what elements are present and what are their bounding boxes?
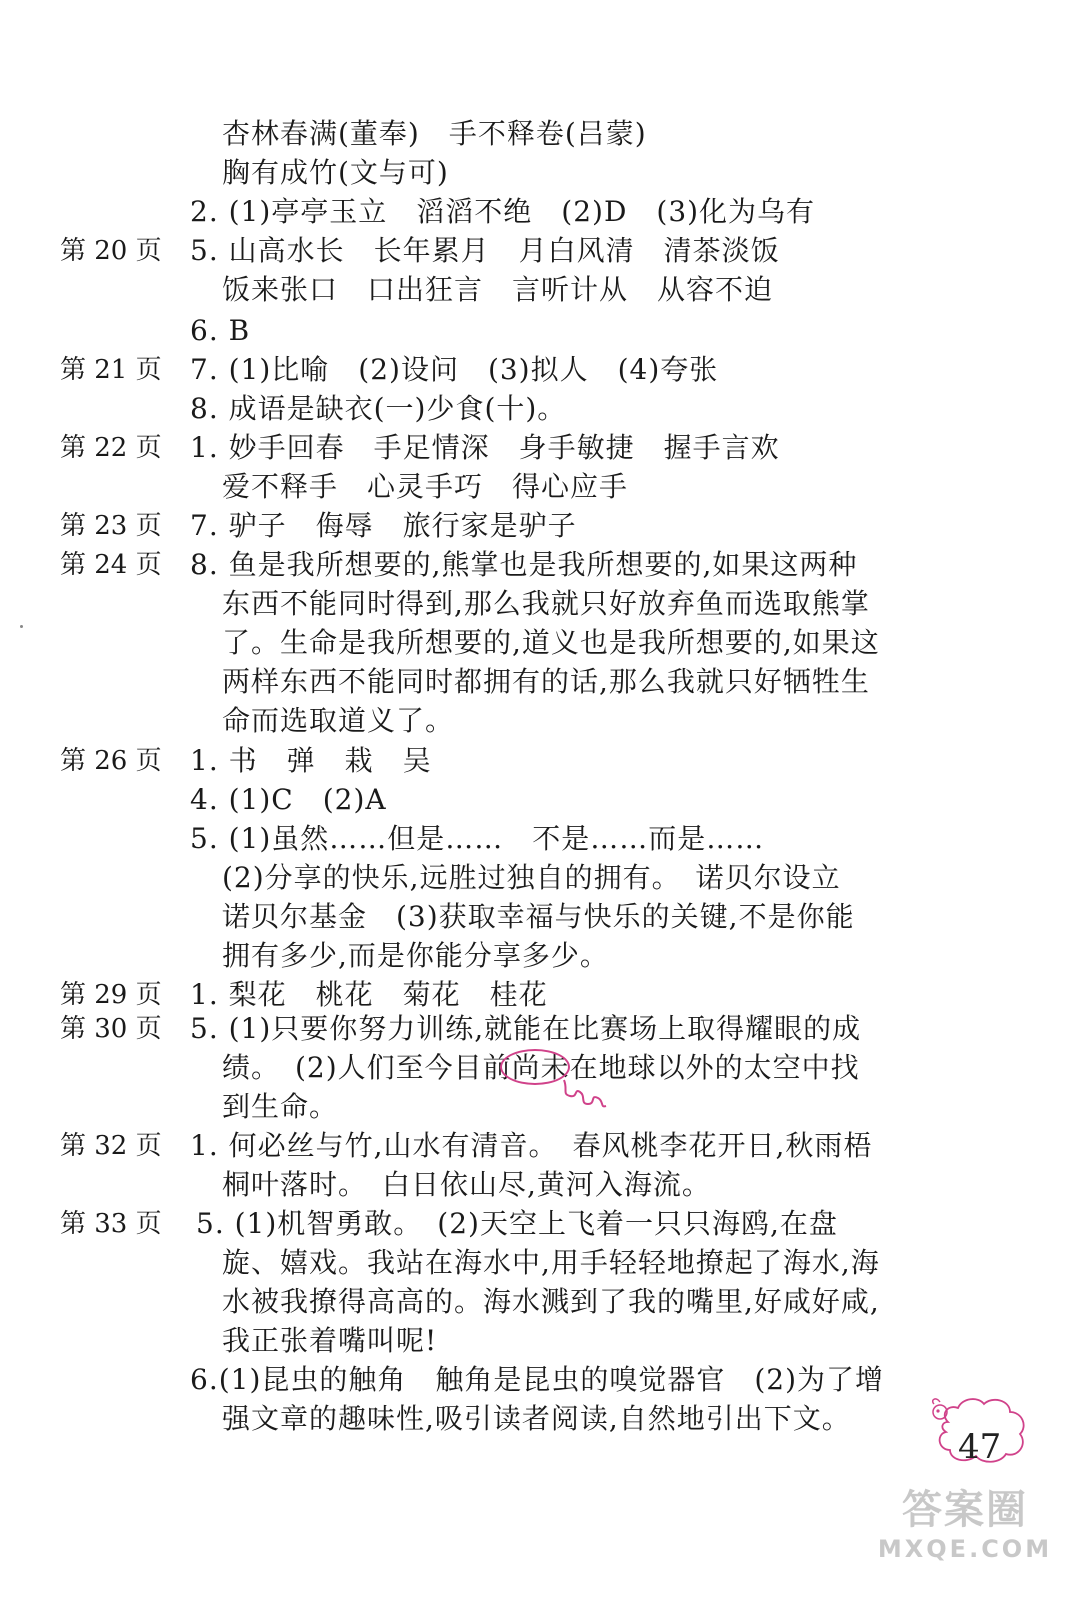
answer-line: 5. 山高水长 长年累月 月白风清 清茶淡饭	[190, 234, 780, 267]
answer-line: 旋、嬉戏。我站在海水中,用手轻轻地撩起了海水,海	[222, 1246, 880, 1279]
answer-line: 7. 驴子 侮辱 旅行家是驴子	[190, 509, 577, 542]
page-ref-label: 第 26 页	[60, 746, 162, 776]
page-ref-label: 第 21 页	[60, 355, 162, 385]
answer-line: 5. (1)只要你努力训练,就能在比赛场上取得耀眼的成	[190, 1012, 862, 1045]
answer-line: 6. B	[190, 314, 251, 347]
answer-line: 绩。 (2)人们至今目前尚未在地球以外的太空中找	[222, 1051, 860, 1084]
answer-line: 2. (1)亭亭玉立 滔滔不绝 (2)D (3)化为乌有	[190, 195, 816, 228]
answer-line: 4. (1)C (2)A	[190, 783, 387, 816]
page-ref-label: 第 33 页	[60, 1209, 162, 1239]
answer-line: 诺贝尔基金 (3)获取幸福与快乐的关键,不是你能	[222, 900, 855, 933]
page-ref-label: 第 20 页	[60, 236, 162, 266]
answer-line: 两样东西不能同时都拥有的话,那么我就只好牺牲生	[222, 665, 870, 698]
page-number: 47	[958, 1427, 1002, 1467]
watermark-sub-text: MXQE.COM	[877, 1535, 1053, 1563]
answer-line: 到生命。	[222, 1090, 339, 1123]
answer-line: 1. 梨花 桃花 菊花 桂花	[190, 978, 548, 1011]
page-ref-label: 第 30 页	[60, 1014, 162, 1044]
answer-line: 东西不能同时得到,那么我就只好放弃鱼而选取熊掌	[222, 587, 870, 620]
answer-line: 桐叶落时。 白日依山尽,黄河入海流。	[222, 1168, 711, 1201]
page-ref-label: 第 22 页	[60, 433, 162, 463]
page-ref-label: 第 29 页	[60, 980, 162, 1010]
answer-line: 胸有成竹(文与可)	[222, 156, 449, 189]
answer-line: 5. (1)机智勇敢。 (2)天空上飞着一只只海鸥,在盘	[196, 1207, 838, 1240]
answer-line: 8. 成语是缺衣(一)少食(十)。	[190, 392, 567, 425]
answer-line: 杏林春满(董奉) 手不释卷(吕蒙)	[222, 117, 647, 150]
page-ref-label: 第 32 页	[60, 1131, 162, 1161]
answer-line: 了。生命是我所想要的,道义也是我所想要的,如果这	[222, 626, 880, 659]
answer-line: 5. (1)虽然……但是…… 不是……而是……	[190, 822, 765, 855]
answer-line: 6.(1)昆虫的触角 触角是昆虫的嗅觉器官 (2)为了增	[190, 1363, 885, 1396]
answer-line: 8. 鱼是我所想要的,熊掌也是我所想要的,如果这两种	[190, 548, 858, 581]
margin-dot	[20, 625, 23, 628]
answer-line: 拥有多少,而是你能分享多少。	[222, 939, 609, 972]
watermark-logo	[875, 1478, 1055, 1563]
answer-line: 命而选取道义了。	[222, 704, 455, 737]
answer-line: 水被我撩得高高的。海水溅到了我的嘴里,好咸好咸,	[222, 1285, 880, 1318]
answer-line: 1. 书 弹 栽 吴	[190, 744, 432, 777]
answer-line: 我正张着嘴叫呢!	[222, 1324, 438, 1357]
answer-line: 1. 何必丝与竹,山水有清音。 春风桃李花开日,秋雨梧	[190, 1129, 873, 1162]
answer-line: 爱不释手 心灵手巧 得心应手	[222, 470, 629, 503]
answer-line: (2)分享的快乐,远胜过独自的拥有。 诺贝尔设立	[222, 861, 841, 894]
answer-line: 1. 妙手回春 手足情深 身手敏捷 握手言欢	[190, 431, 780, 464]
answer-line: 饭来张口 口出狂言 言听计从 从容不迫	[222, 273, 774, 306]
answer-line: 强文章的趣味性,吸引读者阅读,自然地引出下文。	[222, 1402, 851, 1435]
correction-squiggle-mark	[560, 1076, 610, 1110]
watermark-main-text: 答案圈	[902, 1487, 1028, 1533]
answer-line: 7. (1)比喻 (2)设问 (3)拟人 (4)夸张	[190, 353, 719, 386]
page-ref-label: 第 23 页	[60, 511, 162, 541]
page-ref-label: 第 24 页	[60, 550, 162, 580]
